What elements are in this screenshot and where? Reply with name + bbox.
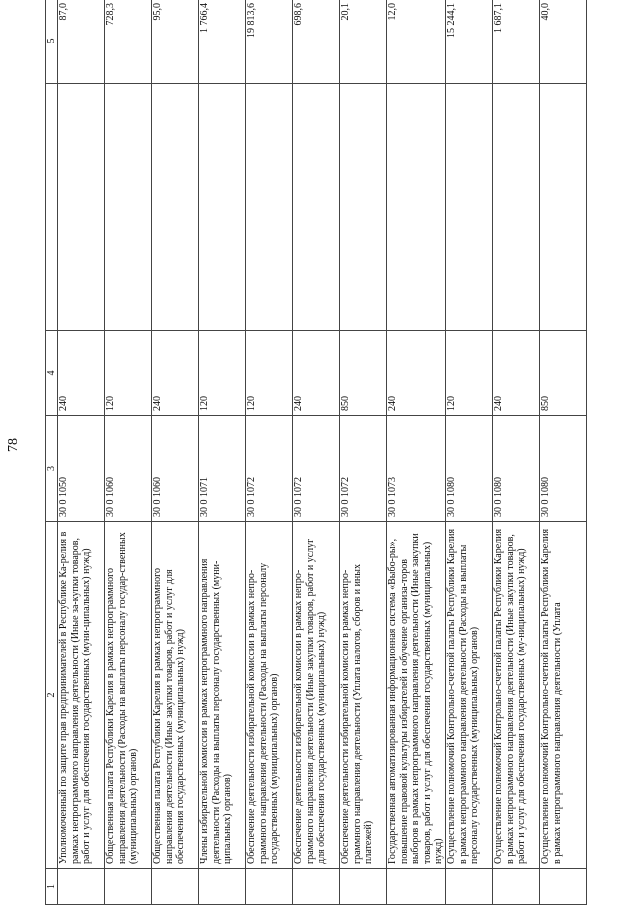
expense-type-code: 850 — [340, 331, 387, 416]
row-number-cell — [152, 869, 199, 905]
page-number: 78 — [6, 438, 21, 452]
column-header: 5 — [46, 0, 58, 84]
empty-cell — [340, 84, 387, 331]
expense-type-code: 120 — [105, 331, 152, 416]
expense-type-code: 120 — [199, 331, 246, 416]
amount: 19 813,6 — [246, 0, 293, 84]
target-item-code: 30 0 1071 — [199, 416, 246, 522]
expense-description: Обеспечение деятельности избирательной комиссии в рамках непро-граммного направления деятельности (Иные закупки товаров, работ и услуг для обеспечения государственных (муниципальных) нужд) — [293, 522, 340, 869]
expense-description: Члены избирательной комиссии в рамках непрограммного направления деятельности (Расходы на выплаты персоналу государственных (муни-ципальных) органов) — [199, 522, 246, 869]
table-row — [199, 0, 246, 905]
column-header: 4 — [46, 331, 58, 416]
row-number-cell — [340, 869, 387, 905]
table-row — [492, 0, 539, 905]
expense-description: Осуществление полномочий Контрольно-счетной палаты Республики Карелия в рамках непрограммного направления деятельности (Иные закупки товаров, работ и услуг для обеспечения государственных (му-ниципальных) нужд) — [492, 522, 539, 869]
expense-description: Общественная палата Республики Карелия в рамках непрограммного направления деятельности (Расходы на выплаты персоналу государ-ственных (муниципальных) органов) — [105, 522, 152, 869]
expense-type-code: 120 — [246, 331, 293, 416]
expense-type-code: 120 — [445, 331, 492, 416]
expense-type-code: 240 — [152, 331, 199, 416]
target-item-code: 30 0 1072 — [293, 416, 340, 522]
amount: 728,3 — [105, 0, 152, 84]
expense-description: Обеспечение деятельности избирательной комиссии в рамках непро-граммного направления деятельности (Уплата налогов, сборов и иных платежей) — [340, 522, 387, 869]
expense-description: Обеспечение деятельности избирательной комиссии в рамках непро-граммного направления деятельности (Расходы на выплаты персоналу государственных (муниципальных) органов) — [246, 522, 293, 869]
table-row — [539, 0, 586, 905]
row-number-cell — [199, 869, 246, 905]
amount: 87,0 — [58, 0, 105, 84]
row-number-cell — [387, 869, 446, 905]
expense-type-code: 240 — [293, 331, 340, 416]
table-row — [387, 0, 446, 905]
table-row — [105, 0, 152, 905]
target-item-code: 30 0 1080 — [492, 416, 539, 522]
expense-description: Общественная палата Республики Карелия в рамках непрограммного направления деятельности (Иные закупки товаров, работ и услуг для обеспечения государственных (муниципальных) нужд) — [152, 522, 199, 869]
column-header: 3 — [46, 416, 58, 522]
table-row — [152, 0, 199, 905]
target-item-code: 30 0 1050 — [58, 416, 105, 522]
amount: 698,6 — [293, 0, 340, 84]
table-row — [293, 0, 340, 905]
expense-description: Государственная автоматизированная информационная система «Выбо-ры», повышение правовой культуры избирателей и обучение организа-торов выборов в рамках непрограммного направления деятельности (Иные закупки товаров, работ и услуг для обеспечения государственных (муниципальных) нужд) — [387, 522, 446, 869]
amount: 1 687,1 — [492, 0, 539, 84]
target-item-code: 30 0 1080 — [539, 416, 586, 522]
amount: 95,0 — [152, 0, 199, 84]
target-item-code: 30 0 1060 — [152, 416, 199, 522]
amount: 12,0 — [387, 0, 446, 84]
empty-cell — [105, 84, 152, 331]
row-number-cell — [293, 869, 340, 905]
empty-cell — [492, 84, 539, 331]
target-item-code: 30 0 1080 — [445, 416, 492, 522]
column-number-row — [46, 0, 58, 905]
empty-cell — [152, 84, 199, 331]
target-item-code: 30 0 1072 — [246, 416, 293, 522]
table-row — [246, 0, 293, 905]
target-item-code: 30 0 1073 — [387, 416, 446, 522]
expense-description: Осуществление полномочий Контрольно-счетной палаты Республики Карелия в рамках непрограммного направления деятельности (Расходы на выплаты персоналу государственных (муниципальных) органов) — [445, 522, 492, 869]
amount: 40,0 — [539, 0, 586, 84]
target-item-code: 30 0 1072 — [340, 416, 387, 522]
empty-cell — [445, 84, 492, 331]
row-number-cell — [58, 869, 105, 905]
empty-cell — [387, 84, 446, 331]
empty-cell — [199, 84, 246, 331]
row-number-cell — [539, 869, 586, 905]
row-number-cell — [105, 869, 152, 905]
empty-cell — [58, 84, 105, 331]
amount: 15 244,1 — [445, 0, 492, 84]
empty-cell — [246, 84, 293, 331]
expense-description: Осуществление полномочий Контрольно-счетной палаты Республики Карелия в рамках непрограммного направления деятельности (Уплата — [539, 522, 586, 869]
amount: 20,1 — [340, 0, 387, 84]
empty-cell — [293, 84, 340, 331]
target-item-code: 30 0 1060 — [105, 416, 152, 522]
row-number-cell — [246, 869, 293, 905]
column-header: 2 — [46, 522, 58, 869]
row-number-cell — [445, 869, 492, 905]
row-number-cell — [492, 869, 539, 905]
expense-type-code: 240 — [387, 331, 446, 416]
expense-type-code: 240 — [492, 331, 539, 416]
expense-type-code: 850 — [539, 331, 586, 416]
budget-table — [45, 0, 587, 905]
table-row — [340, 0, 387, 905]
amount: 1 766,4 — [199, 0, 246, 84]
column-header: 1 — [46, 869, 58, 905]
empty-cell — [539, 84, 586, 331]
expense-description: Уполномоченный по защите прав предпринимателей в Республике Ка-релия в рамках непрограммного направления деятельности (Иные за-купки товаров, работ и услуг для обеспечения государственных (муни-ципальных) нужд) — [58, 522, 105, 869]
column-header — [46, 84, 58, 331]
expense-type-code: 240 — [58, 331, 105, 416]
table-row — [58, 0, 105, 905]
table-row — [445, 0, 492, 905]
